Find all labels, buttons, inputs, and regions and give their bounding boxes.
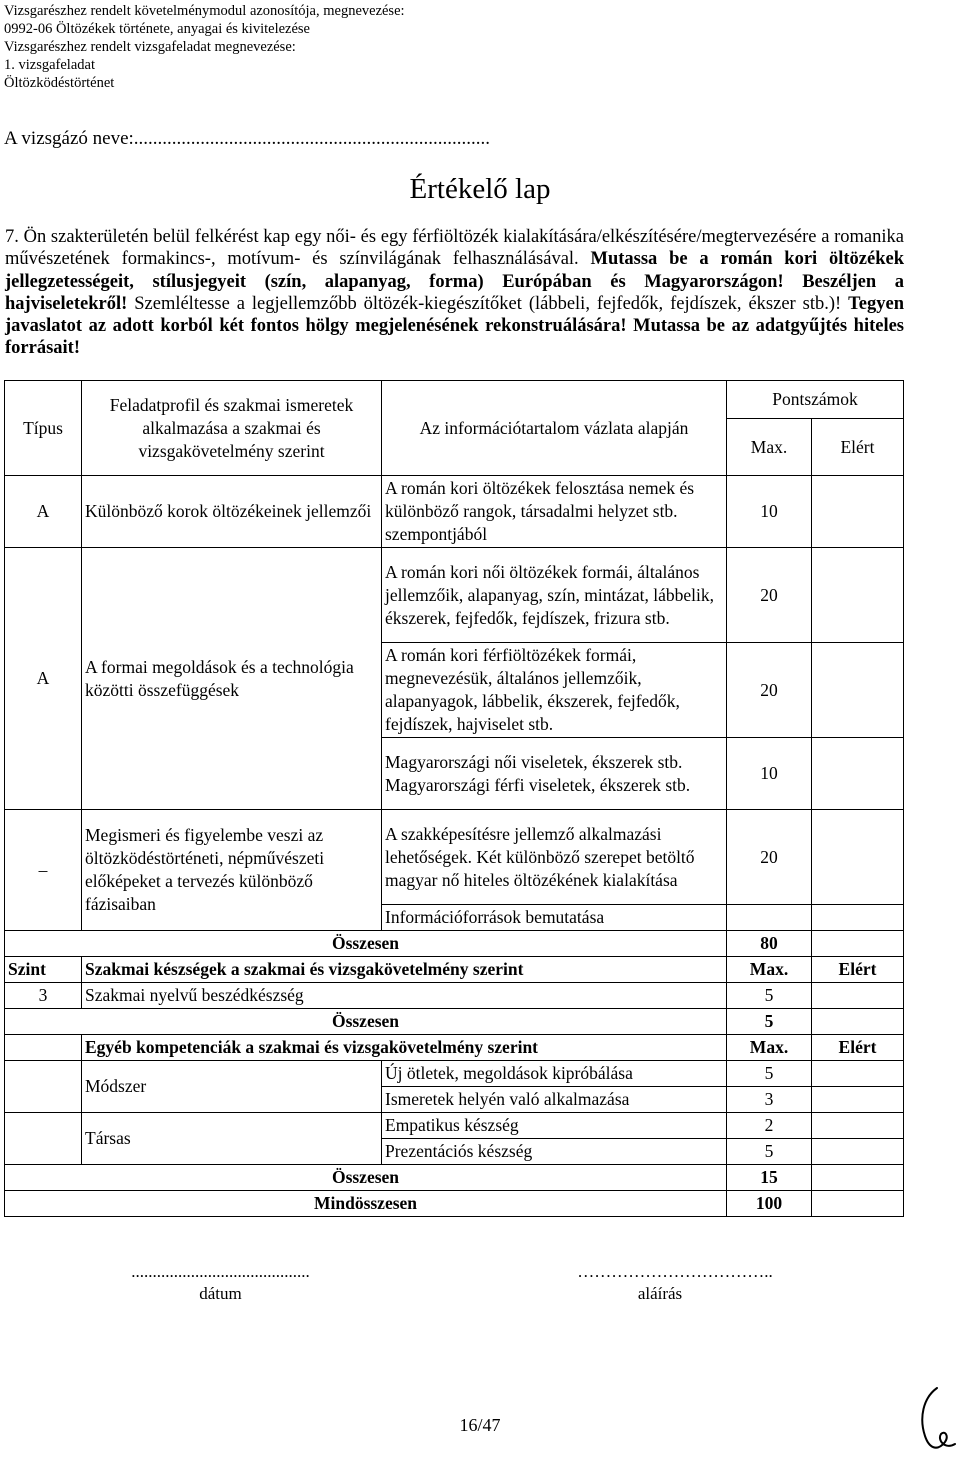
date-dots: .......................................... <box>131 1262 310 1281</box>
achieved-cell[interactable] <box>812 643 904 738</box>
achieved-cell[interactable] <box>812 1061 904 1087</box>
achieved-cell[interactable] <box>812 1087 904 1113</box>
competence-header-row <box>5 1035 904 1061</box>
task-description <box>5 226 904 360</box>
competence-item: Új ötletek, megoldások kipróbálása <box>382 1061 727 1087</box>
total-row <box>5 1165 904 1191</box>
level-header: Szint <box>5 957 82 983</box>
max-cell: 5 <box>727 1139 812 1165</box>
page-title: Értékelő lap <box>409 173 551 205</box>
skills-header-row <box>5 957 904 983</box>
achieved-cell[interactable] <box>812 548 904 643</box>
max-cell: 3 <box>727 1087 812 1113</box>
achieved-cell[interactable] <box>812 810 904 905</box>
content-cell: Információforrások bemutatása <box>382 905 727 931</box>
grand-total-achieved[interactable] <box>812 1191 904 1217</box>
competence-item: Prezentációs készség <box>382 1139 727 1165</box>
profile-cell: A formai megoldások és a technológia közötti összefüggések <box>82 548 382 810</box>
profile-cell: Megismeri és figyelembe veszi az öltözködéstörténeti, népművészeti előképeket a tervezés különböző fázisaiban <box>82 810 382 931</box>
level-cell: 3 <box>5 983 82 1009</box>
table-row <box>5 810 904 905</box>
page-number: 16/47 <box>459 1415 501 1435</box>
max-cell: 5 <box>727 1061 812 1087</box>
profile-cell: Különböző korok öltözékeinek jellemzői <box>82 476 382 548</box>
signature-label: aláírás <box>637 1284 683 1303</box>
total-achieved[interactable] <box>812 1165 904 1191</box>
max-cell: 10 <box>727 738 812 810</box>
max-cell: 5 <box>727 983 812 1009</box>
document-header <box>4 2 405 92</box>
total-achieved[interactable] <box>812 1009 904 1035</box>
type-cell: A <box>5 548 82 810</box>
content-cell: A román kori férfiöltözékek formái, megnevezésük, általános jellemzőik, alapanyagok, lábbelik, ékszerek, fejfedők, fejdíszek, hajviselet stb. <box>382 643 727 738</box>
table-row <box>5 548 904 643</box>
empty-cell <box>5 1113 82 1165</box>
achieved-cell[interactable] <box>812 983 904 1009</box>
header-line: Vizsgarészhez rendelt vizsgafeladat megnevezése: <box>4 39 296 55</box>
header-line: Öltözködéstörténet <box>4 75 115 91</box>
achieved-cell[interactable] <box>812 1139 904 1165</box>
skill-row <box>5 983 904 1009</box>
task-number: 7. <box>5 227 19 247</box>
header-line: Vizsgarészhez rendelt követelménymodul azonosítója, megnevezése: <box>4 3 405 19</box>
grand-total-row <box>5 1191 904 1217</box>
max-cell: 10 <box>727 476 812 548</box>
content-cell: A szakképesítésre jellemző alkalmazási lehetőségek. Két különböző szerepet betöltő magyar nő hiteles öltözékének kialakítása <box>382 810 727 905</box>
achieved-cell[interactable] <box>812 905 904 931</box>
grand-total-max: 100 <box>727 1191 812 1217</box>
outline-header: Az információtartalom vázlata alapján <box>382 381 727 476</box>
empty-cell <box>5 1035 82 1061</box>
task-text: Szemléltesse a legjellemzőbb öltözék-kiegészítőket (lábbeli, fejfedők, fejdíszek, ékszer stb.)! <box>134 293 849 314</box>
signature-dots: …………………………….. <box>577 1262 773 1281</box>
achieved-cell[interactable] <box>812 1113 904 1139</box>
task-text-bold: Mutassa be a román kori öltözékek jellegzetességeit, stílusjegyeit (szín, alapanyag, forma) Európában és Magyarországon! Beszéljen a hajviseletekről! <box>5 249 904 314</box>
examinee-name-line: A vizsgázó neve:........................................................................... <box>4 128 491 149</box>
achieved-header: Elért <box>812 1035 904 1061</box>
competence-item: Empatikus készség <box>382 1113 727 1139</box>
task-text: Ön szakterületén belül felkérést kap egy női- és egy férfiöltözék kialakítására/elkészítésére/megtervezésére a romanika művészetének formakincs-, motívum- és színvilágának felhasználásával. <box>5 227 904 270</box>
content-cell: Magyarországi női viseletek, ékszerek stb. Magyarországi férfi viseletek, ékszerek stb. <box>382 738 727 810</box>
skill-label: Szakmai nyelvű beszédkészség <box>82 983 727 1009</box>
competence-header: Egyéb kompetenciák a szakmai és vizsgakövetelmény szerint <box>82 1035 727 1061</box>
max-header: Max. <box>727 1035 812 1061</box>
grand-total-label: Mindösszesen <box>5 1191 727 1217</box>
evaluation-table <box>4 380 904 1217</box>
competence-row <box>5 1113 904 1139</box>
type-cell: A <box>5 476 82 548</box>
table-header-row <box>5 381 904 419</box>
competence-item: Ismeretek helyén való alkalmazása <box>382 1087 727 1113</box>
max-cell: 20 <box>727 548 812 643</box>
content-cell: A román kori öltözékek felosztása nemek és különböző rangok, társadalmi helyzet stb. szempontjából <box>382 476 727 548</box>
header-line: 0992-06 Öltözékek története, anyagai és kivitelezése <box>4 21 310 37</box>
task-text-bold: Tegyen javaslatot az adott korból két fontos hölgy megjelenésének rekonstruálására! Mutassa be az adatgyűjtés hiteles forrásait! <box>5 293 904 359</box>
total-max: 15 <box>727 1165 812 1191</box>
date-label: dátum <box>199 1284 242 1303</box>
max-header: Max. <box>727 957 812 983</box>
achieved-cell[interactable] <box>812 476 904 548</box>
total-label: Összesen <box>5 1165 727 1191</box>
profile-header: Feladatprofil és szakmai ismeretek alkalmazása a szakmai és vizsgakövetelmény szerint <box>82 381 382 476</box>
date-block <box>88 1262 353 1304</box>
total-achieved[interactable] <box>812 931 904 957</box>
type-cell: – <box>5 810 82 931</box>
empty-cell <box>5 1061 82 1113</box>
method-label: Módszer <box>82 1061 382 1113</box>
skills-header: Szakmai készségek a szakmai és vizsgakövetelmény szerint <box>82 957 727 983</box>
achieved-header: Elért <box>812 419 904 476</box>
content-cell: A román kori női öltözékek formái, általános jellemzőik, alapanyag, szín, mintázat, lábbelik, ékszerek, fejfedők, fejdíszek, frizura stb. <box>382 548 727 643</box>
total-max: 5 <box>727 1009 812 1035</box>
max-header: Max. <box>727 419 812 476</box>
total-label: Összesen <box>5 1009 727 1035</box>
max-cell: 20 <box>727 810 812 905</box>
achieved-cell[interactable] <box>812 738 904 810</box>
table-row <box>5 476 904 548</box>
header-line: 1. vizsgafeladat <box>4 57 95 73</box>
signature-block <box>520 1262 830 1304</box>
total-row <box>5 931 904 957</box>
max-cell <box>727 905 812 931</box>
total-label: Összesen <box>5 931 727 957</box>
achieved-header: Elért <box>812 957 904 983</box>
points-header: Pontszámok <box>727 381 904 419</box>
total-max: 80 <box>727 931 812 957</box>
max-cell: 20 <box>727 643 812 738</box>
competence-row <box>5 1061 904 1087</box>
total-row <box>5 1009 904 1035</box>
max-cell: 2 <box>727 1113 812 1139</box>
type-header: Típus <box>5 381 82 476</box>
social-label: Társas <box>82 1113 382 1165</box>
